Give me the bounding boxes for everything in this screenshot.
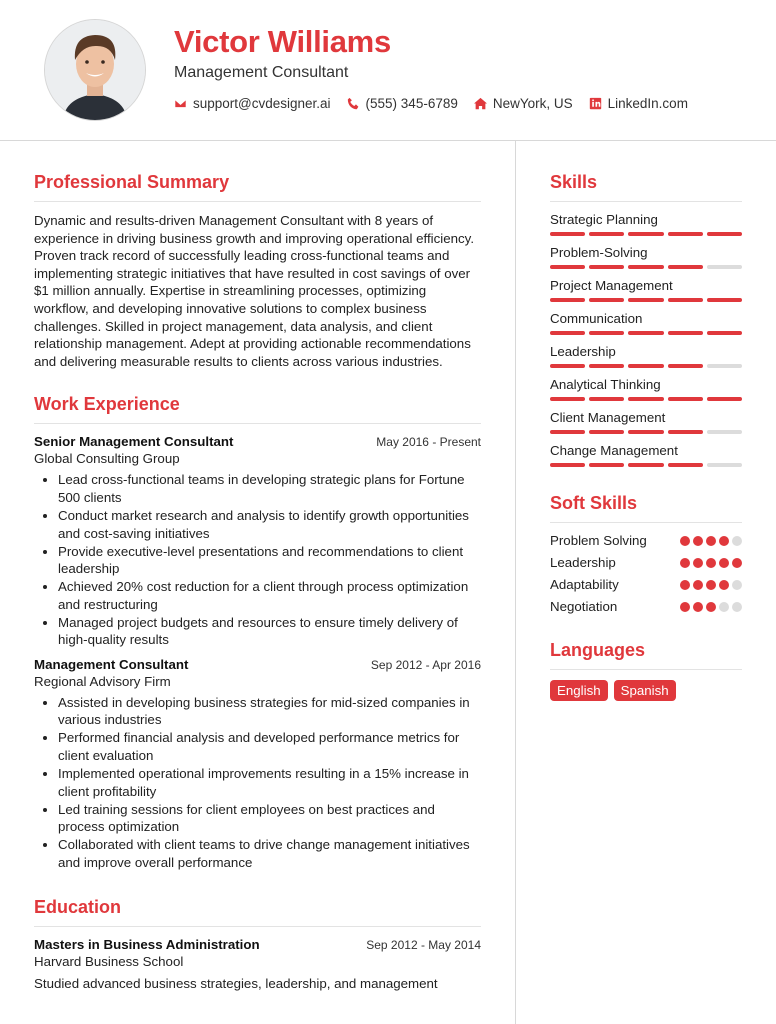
summary-text: Dynamic and results-driven Management Consultant with 8 years of experience in driving business growth and improving operational efficiency. Proven track record of successfully leading cross-functional teams and implementing strategic initiatives that have resulted in cost savings of over $1 million annually. Expertise in streamlining processes, optimizing workflow, and developing innovative solutions to complex business challenges. Skilled in project management, data analysis, and client relationship management. Adept at providing actionable recommendations and delivering measurable results to clients across various industries. xyxy=(34,213,475,369)
skill-level-segment xyxy=(550,331,585,335)
rating-dot xyxy=(732,602,742,612)
language-badge: Spanish xyxy=(614,680,676,701)
rating-dot xyxy=(719,580,729,590)
skill-level-segment xyxy=(550,364,585,368)
skill-level-segment xyxy=(550,232,585,236)
job-dates: Sep 2012 - Apr 2016 xyxy=(370,657,481,672)
skill-level-segment xyxy=(668,430,703,434)
skill-item xyxy=(550,212,742,236)
skill-level-segment xyxy=(668,364,703,368)
home-icon xyxy=(474,97,487,110)
skill-item xyxy=(550,443,742,467)
job-role: Management Consultant xyxy=(34,656,189,672)
soft-skill-name: Problem Solving xyxy=(550,533,647,548)
rating-dot xyxy=(680,536,690,546)
skill-level-segment xyxy=(668,331,703,335)
soft-skills-heading: Soft Skills xyxy=(550,493,742,523)
linkedin-icon xyxy=(589,97,602,110)
rating-dot xyxy=(719,602,729,612)
skill-level-segment xyxy=(707,265,742,269)
summary-heading: Professional Summary xyxy=(34,172,481,202)
skill-level-bar xyxy=(550,463,742,467)
candidate-name: Victor Williams xyxy=(174,24,391,59)
job-dates: May 2016 - Present xyxy=(376,435,481,450)
skill-level-segment xyxy=(589,364,624,368)
skill-level-segment xyxy=(668,298,703,302)
skill-level-segment xyxy=(628,331,663,335)
soft-skill-rating xyxy=(680,536,742,546)
rating-dot xyxy=(706,580,716,590)
column-divider xyxy=(515,141,516,1024)
skill-level-segment xyxy=(628,265,663,269)
skill-name: Client Management xyxy=(550,410,666,425)
skill-level-segment xyxy=(707,331,742,335)
skill-level-segment xyxy=(628,397,663,401)
skill-name: Problem-Solving xyxy=(550,245,648,260)
rating-dot xyxy=(706,602,716,612)
skill-level-segment xyxy=(628,463,663,467)
soft-skill-item xyxy=(550,577,742,592)
rating-dot xyxy=(719,536,729,546)
skills-list xyxy=(550,212,742,467)
contact-location xyxy=(474,96,573,111)
skill-level-segment xyxy=(707,463,742,467)
language-badge: English xyxy=(550,680,608,701)
job-bullets xyxy=(34,471,481,649)
job-bullet: • Collaborated with client teams to drive change management initiatives and improve overall performance xyxy=(58,836,481,871)
job-role: Senior Management Consultant xyxy=(34,434,234,450)
job-bullet: • Provide executive-level presentations and recommendations to client leadership xyxy=(58,543,481,578)
soft-skill-item xyxy=(550,599,742,614)
skill-level-segment xyxy=(589,298,624,302)
skill-level-segment xyxy=(668,265,703,269)
skill-level-bar xyxy=(550,364,742,368)
school: Harvard Business School xyxy=(34,954,184,970)
skill-level-segment xyxy=(550,397,585,401)
skill-level-segment xyxy=(589,265,624,269)
skill-level-segment xyxy=(668,397,703,401)
skill-level-segment xyxy=(589,397,624,401)
contact-list xyxy=(174,96,688,111)
skill-level-segment xyxy=(628,430,663,434)
rating-dot xyxy=(732,536,742,546)
skill-level-segment xyxy=(668,232,703,236)
avatar xyxy=(44,19,146,121)
degree: Masters in Business Administration xyxy=(34,937,260,953)
skill-level-segment xyxy=(550,298,585,302)
skill-level-segment xyxy=(628,298,663,302)
envelope-icon xyxy=(174,97,187,110)
job-bullet: • Managed project budgets and resources to ensure timely delivery of high-quality results xyxy=(58,614,481,649)
soft-skills-list xyxy=(550,533,742,614)
skill-item xyxy=(550,311,742,335)
skill-level-segment xyxy=(589,430,624,434)
skill-item xyxy=(550,278,742,302)
rating-dot xyxy=(693,580,703,590)
rating-dot xyxy=(680,558,690,568)
rating-dot xyxy=(706,558,716,568)
skill-level-bar xyxy=(550,265,742,269)
soft-skill-name: Adaptability xyxy=(550,577,619,592)
profile-photo xyxy=(45,20,145,120)
job-entry xyxy=(34,657,481,872)
job-bullet: • Assisted in developing business strategies for mid-sized companies in various industries xyxy=(58,694,481,729)
skill-level-segment xyxy=(707,430,742,434)
languages-list xyxy=(550,680,742,701)
job-bullet: • Conduct market research and analysis to identify growth opportunities and cost-saving initiatives xyxy=(58,507,481,542)
job-bullet: • Implemented operational improvements resulting in a 15% increase in client profitability xyxy=(58,765,481,800)
rating-dot xyxy=(693,536,703,546)
soft-skill-rating xyxy=(680,602,742,612)
skill-level-segment xyxy=(589,463,624,467)
education-description: Studied advanced business strategies, leadership, and management xyxy=(34,976,438,992)
soft-skill-item xyxy=(550,555,742,570)
main-column xyxy=(34,172,481,1017)
job-bullet: • Performed financial analysis and developed performance metrics for client evaluation xyxy=(58,729,481,764)
job-bullet: • Achieved 20% cost reduction for a client through process optimization and restructuring xyxy=(58,578,481,613)
job-organization: Global Consulting Group xyxy=(34,451,180,467)
skill-name: Leadership xyxy=(550,344,616,359)
skill-level-segment xyxy=(628,232,663,236)
side-column xyxy=(550,172,742,701)
skill-level-segment xyxy=(550,430,585,434)
rating-dot xyxy=(680,602,690,612)
skill-level-bar xyxy=(550,232,742,236)
skill-level-segment xyxy=(628,364,663,368)
resume-header xyxy=(0,0,776,141)
skill-level-segment xyxy=(589,331,624,335)
experience-heading: Work Experience xyxy=(34,394,481,424)
education-dates: Sep 2012 - May 2014 xyxy=(366,938,481,953)
job-bullet: • Lead cross-functional teams in developing strategic plans for Fortune 500 clients xyxy=(58,471,481,506)
skill-level-segment xyxy=(668,463,703,467)
skill-level-bar xyxy=(550,331,742,335)
skill-level-bar xyxy=(550,430,742,434)
skill-level-segment xyxy=(707,397,742,401)
education-entry xyxy=(34,937,481,993)
skill-level-segment xyxy=(550,265,585,269)
rating-dot xyxy=(680,580,690,590)
skills-heading: Skills xyxy=(550,172,742,202)
rating-dot xyxy=(693,602,703,612)
contact-linkedin[interactable] xyxy=(589,96,688,111)
skill-name: Communication xyxy=(550,311,643,326)
skill-name: Project Management xyxy=(550,278,673,293)
skill-item xyxy=(550,344,742,368)
rating-dot xyxy=(719,558,729,568)
education-heading: Education xyxy=(34,897,481,927)
rating-dot xyxy=(732,580,742,590)
soft-skill-rating xyxy=(680,558,742,568)
soft-skill-item xyxy=(550,533,742,548)
skill-level-segment xyxy=(589,232,624,236)
contact-phone-text: (555) 345-6789 xyxy=(365,96,458,111)
rating-dot xyxy=(693,558,703,568)
skill-level-segment xyxy=(550,463,585,467)
soft-skill-name: Leadership xyxy=(550,555,616,570)
soft-skill-name: Negotiation xyxy=(550,599,618,614)
candidate-title: Management Consultant xyxy=(174,64,349,81)
skill-level-segment xyxy=(707,364,742,368)
skill-name: Change Management xyxy=(550,443,678,458)
soft-skill-rating xyxy=(680,580,742,590)
contact-email[interactable] xyxy=(174,96,331,111)
job-bullets xyxy=(34,694,481,872)
contact-linkedin-text: LinkedIn.com xyxy=(607,96,688,111)
skill-level-bar xyxy=(550,397,742,401)
skill-level-segment xyxy=(707,298,742,302)
phone-icon xyxy=(347,97,360,110)
skill-name: Strategic Planning xyxy=(550,212,658,227)
job-entry xyxy=(34,434,481,649)
rating-dot xyxy=(732,558,742,568)
contact-email-text: support@cvdesigner.ai xyxy=(193,96,331,111)
contact-location-text: NewYork, US xyxy=(492,96,573,111)
skill-item xyxy=(550,410,742,434)
languages-heading: Languages xyxy=(550,640,742,670)
skill-level-segment xyxy=(707,232,742,236)
skill-name: Analytical Thinking xyxy=(550,377,661,392)
skill-level-bar xyxy=(550,298,742,302)
rating-dot xyxy=(706,536,716,546)
skill-item xyxy=(550,377,742,401)
job-bullet: • Led training sessions for client employees on best practices and process optimization xyxy=(58,801,481,836)
skill-item xyxy=(550,245,742,269)
contact-phone[interactable] xyxy=(347,96,458,111)
job-organization: Regional Advisory Firm xyxy=(34,673,171,689)
